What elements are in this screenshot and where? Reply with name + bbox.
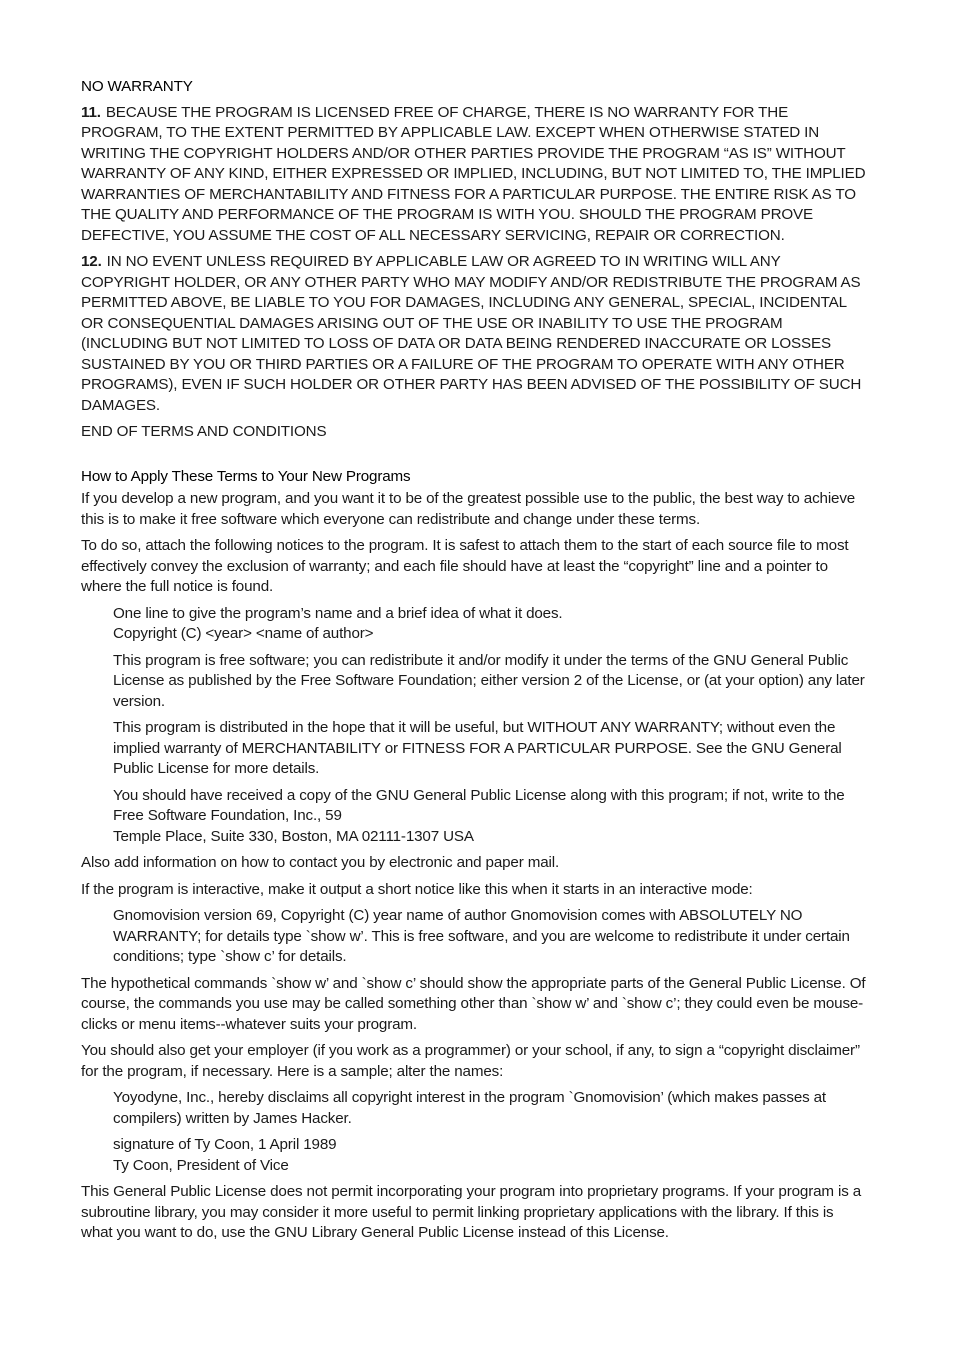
paragraph-develop: If you develop a new program, and you want it to be of the greatest possible use to the public, the best way to achieve this is to make it free software which everyone can redistribute and change under these terms. [81,490,856,528]
document-page [81,77,867,1250]
notice-free-software: This program is free software; you can redistribute it and/or modify it under the terms of the GNU General Public License as published by the Free Software Foundation; either version 2 of the License, or (at your option) any later version. [113,651,865,710]
notice-distributed: This program is distributed in the hope that it will be useful, but WITHOUT ANY WARRANTY; without even the implied warranty of MERCHANTABILITY or FITNESS FOR A PARTICULAR PURPOSE. See the GNU General Public License for more details. [113,719,842,777]
how-to-apply-heading: How to Apply These Terms to Your New Programs [81,467,411,485]
no-warranty-heading: NO WARRANTY [81,78,193,95]
clause-12-number: 12. [81,253,102,270]
clause-11-number: 11. [81,103,101,121]
paragraph-final: This General Public License does not permit incorporating your program into proprietary programs. If your program is a subroutine library, you may consider it more useful to permit linking proprietary applications with the library. If this is what you want to do, use the GNU Library General Public License instead of this License. [81,1183,862,1241]
notice-received-copy-text: You should have received a copy of the GNU General Public License along with this program; if not, write to the Free Software Foundation, Inc., 59 [113,786,845,824]
signature-block [81,1135,867,1176]
clause-11 [81,103,867,247]
paragraph-attach: To do so, attach the following notices to the program. It is safest to attach them to the start of each source file to most effectively convey the exclusion of warranty; and each file should have at least the “copyright” line and a pointer to where the full notice is found. [81,537,849,595]
notice-received-copy [81,786,867,848]
notice-line-name: One line to give the program’s name and a brief idea of what it does. [113,604,563,622]
gnomovision-notice: Gnomovision version 69, Copyright (C) year name of author Gnomovision comes with ABSOLUTELY NO WARRANTY; for details type `show w’. This is free software, and you are welcome to redistribute it under certain conditions; type `show c’ for details. [113,907,850,965]
paragraph-contact: Also add information on how to contact you by electronic and paper mail. [81,854,560,871]
signature-title: Ty Coon, President of Vice [113,1156,289,1174]
notice-address: Temple Place, Suite 330, Boston, MA 02111-1307 USA [113,827,474,845]
paragraph-hypothetical: The hypothetical commands `show w’ and `show c’ should show the appropriate parts of the General Public License. Of course, the commands you use may be called something other than `show w’ and `show c’; they could even be mouse-clicks or menu items--whatever suits your program. [81,974,866,1033]
signature-line: signature of Ty Coon, 1 April 1989 [113,1136,337,1153]
notice-line-copyright: Copyright (C) <year> <name of author> [113,625,374,642]
end-of-terms: END OF TERMS AND CONDITIONS [81,423,327,440]
clause-11-text: BECAUSE THE PROGRAM IS LICENSED FREE OF CHARGE, THERE IS NO WARRANTY FOR THE PROGRAM, TO THE EXTENT PERMITTED BY APPLICABLE LAW. EXCEPT WHEN OTHERWISE STATED IN WRITING THE COPYRIGHT HOLDERS AND/OR OTHER PARTIES PROVIDE THE PROGRAM “AS IS” WITHOUT WARRANTY OF ANY KIND, EITHER EXPRESSED OR IMPLIED, INCLUDING, BUT NOT LIMITED TO, THE IMPLIED WARRANTIES OF MERCHANTABILITY AND FITNESS FOR A PARTICULAR PURPOSE. THE ENTIRE RISK AS TO THE QUALITY AND PERFORMANCE OF THE PROGRAM IS WITH YOU. SHOULD THE PROGRAM PROVE DEFECTIVE, YOU ASSUME THE COST OF ALL NECESSARY SERVICING, REPAIR OR CORRECTION. [81,103,866,244]
clause-12 [81,252,867,416]
paragraph-employer: You should also get your employer (if you work as a programmer) or your school, if any, to sign a “copyright disclaimer” for the program, if necessary. Here is a sample; alter the names: [81,1042,860,1080]
paragraph-interactive: If the program is interactive, make it output a short notice like this when it starts in an interactive mode: [81,880,753,898]
yoyodyne-disclaimer: Yoyodyne, Inc., hereby disclaims all copyright interest in the program `Gnomovision’ (which makes passes at compilers) written by James Hacker. [113,1089,827,1127]
notice-header [81,604,867,645]
clause-12-text: IN NO EVENT UNLESS REQUIRED BY APPLICABLE LAW OR AGREED TO IN WRITING WILL ANY COPYRIGHT HOLDER, OR ANY OTHER PARTY WHO MAY MODIFY AND/OR REDISTRIBUTE THE PROGRAM AS PERMITTED ABOVE, BE LIABLE TO YOU FOR DAMAGES, INCLUDING ANY GENERAL, SPECIAL, INCIDENTAL OR CONSEQUENTIAL DAMAGES ARISING OUT OF THE USE OR INABILITY TO USE THE PROGRAM (INCLUDING BUT NOT LIMITED TO LOSS OF DATA OR DATA BEING RENDERED INACCURATE OR LOSSES SUSTAINED BY YOU OR THIRD PARTIES OR A FAILURE OF THE PROGRAM TO OPERATE WITH ANY OTHER PROGRAMS), EVEN IF SUCH HOLDER OR OTHER PARTY HAS BEEN ADVISED OF THE POSSIBILITY OF SUCH DAMAGES. [81,253,862,414]
